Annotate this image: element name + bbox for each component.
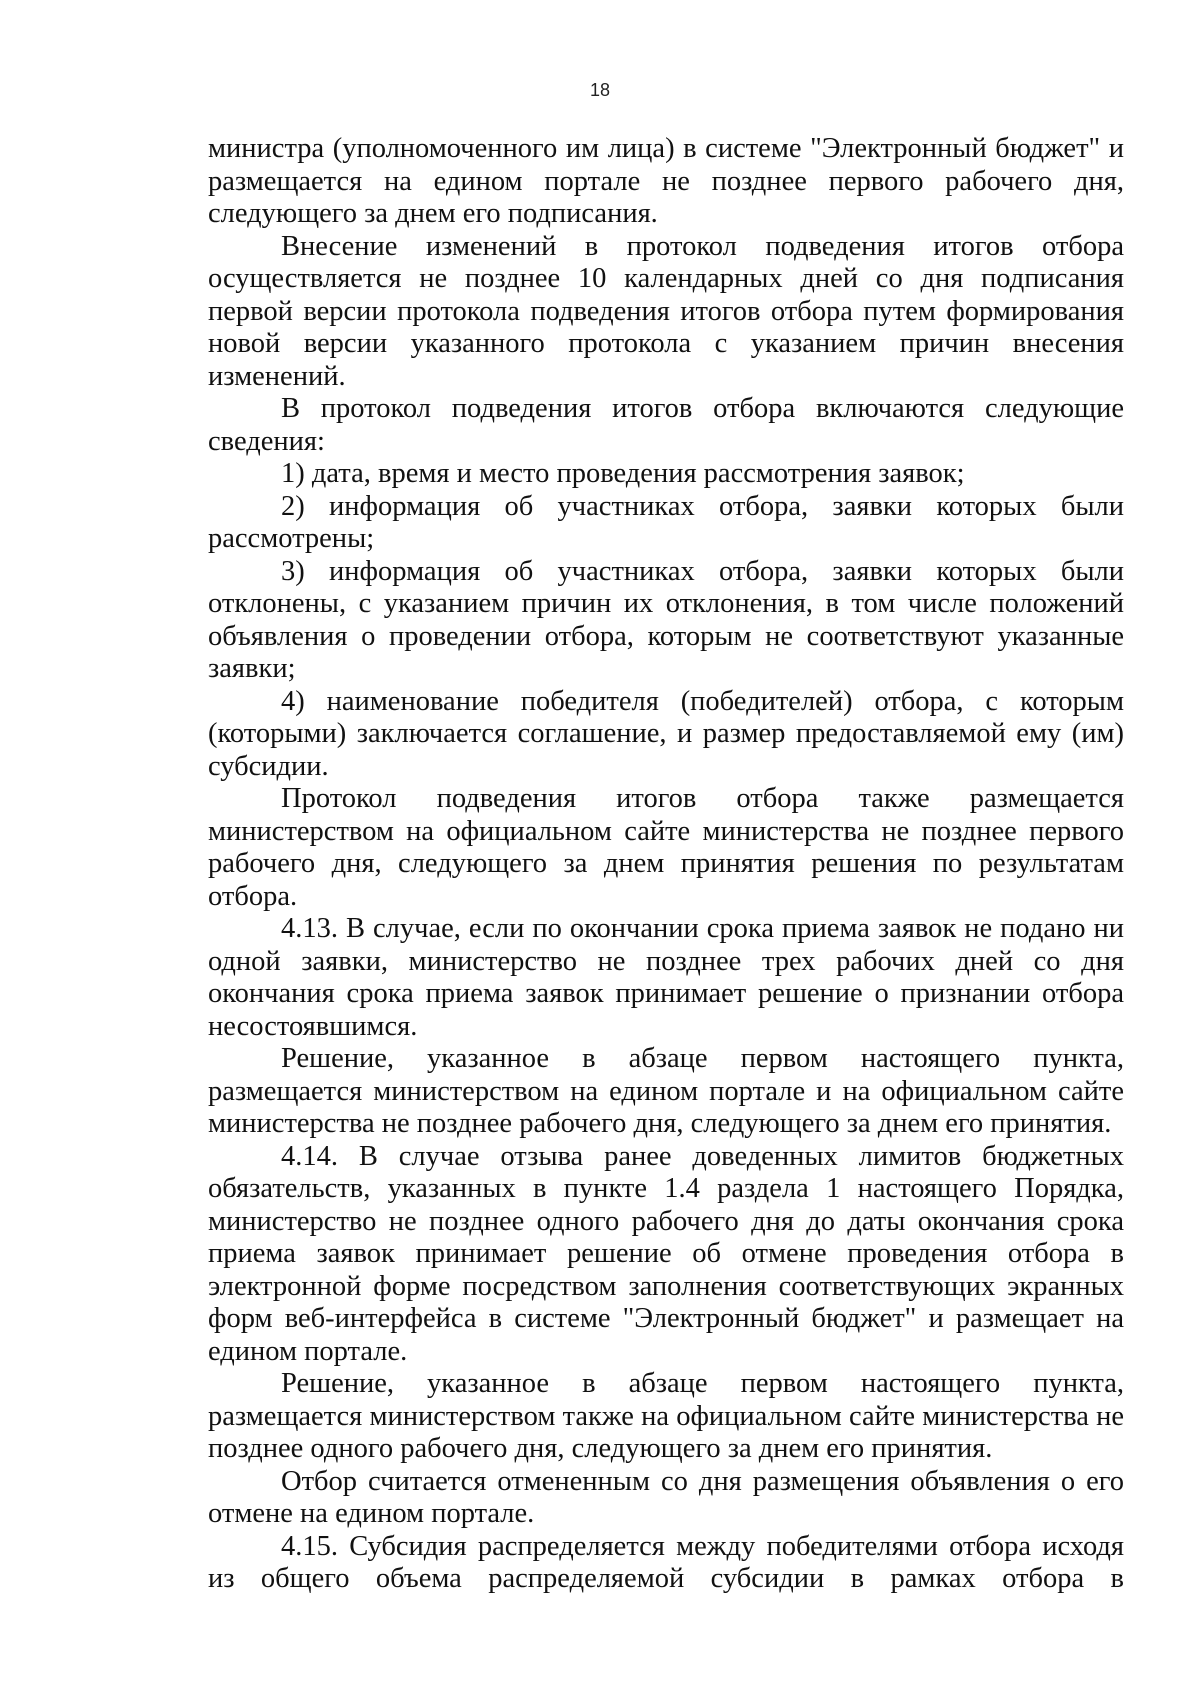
list-item-2: 2) информация об участниках отбора, заявки которых были рассмотрены; [208, 490, 1124, 554]
paragraph-decision-4-14: Решение, указанное в абзаце первом настоящего пункта, размещается министерством также на официальном сайте министерства не позднее одного рабочего дня, следующего за днем его принятия. [208, 1368, 1124, 1464]
section-4-14: 4.14. В случае отзыва ранее доведенных лимитов бюджетных обязательств, указанных в пункте 1.4 раздела 1 настоящего Порядка, министерство не позднее одного рабочего дня до даты окончания срока приема заявок принимает решение об отмене проведения отбора в электронной форме посредством заполнения соответствующих экранных форм веб-интерфейса в системе "Электронный бюджет" и размещает на едином портале. [208, 1140, 1124, 1367]
paragraph-protocol-changes: Внесение изменений в протокол подведения итогов отбора осуществляется не позднее 10 календарных дней со дня подписания первой версии протокола подведения итогов отбора путем формирования новой версии указанного протокола с указанием причин внесения изменений. [208, 230, 1124, 392]
paragraph-selection-cancelled: Отбор считается отмененным со дня размещения объявления о его отмене на едином портале. [208, 1465, 1124, 1529]
paragraph-protocol-contents: В протокол подведения итогов отбора включаются следующие сведения: [208, 393, 1124, 457]
list-item-1: 1) дата, время и место проведения рассмотрения заявок; [281, 458, 965, 489]
paragraph-protocol-publication: Протокол подведения итогов отбора также размещается министерством на официальном сайте министерства не позднее первого рабочего дня, следующего за днем принятия решения по результатам отбора. [208, 783, 1124, 912]
document-body [208, 133, 1124, 1596]
paragraph-continuation: министра (уполномоченного им лица) в системе "Электронный бюджет" и размещается на едином портале не позднее первого рабочего дня, следующего за днем его подписания. [208, 133, 1124, 229]
paragraph-decision-4-13: Решение, указанное в абзаце первом настоящего пункта, размещается министерством на едином портале и на официальном сайте министерства не позднее рабочего дня, следующего за днем его принятия. [208, 1043, 1124, 1139]
page-number: 18 [589, 80, 611, 100]
section-4-13: 4.13. В случае, если по окончании срока приема заявок не подано ни одной заявки, министерство не позднее трех рабочих дней со дня окончания срока приема заявок принимает решение о признании отбора несостоявшимся. [208, 913, 1124, 1042]
section-4-15: 4.15. Субсидия распределяется между победителями отбора исходя из общего объема распределяемой субсидии в рамках отбора в [208, 1530, 1124, 1594]
list-item-3: 3) информация об участниках отбора, заявки которых были отклонены, с указанием причин их отклонения, в том числе положений объявления о проведении отбора, которым не соответствуют указанные заявки; [208, 555, 1124, 684]
list-item-4: 4) наименование победителя (победителей) отбора, с которым (которыми) заключается соглашение, и размер предоставляемой ему (им) субсидии. [208, 685, 1124, 782]
